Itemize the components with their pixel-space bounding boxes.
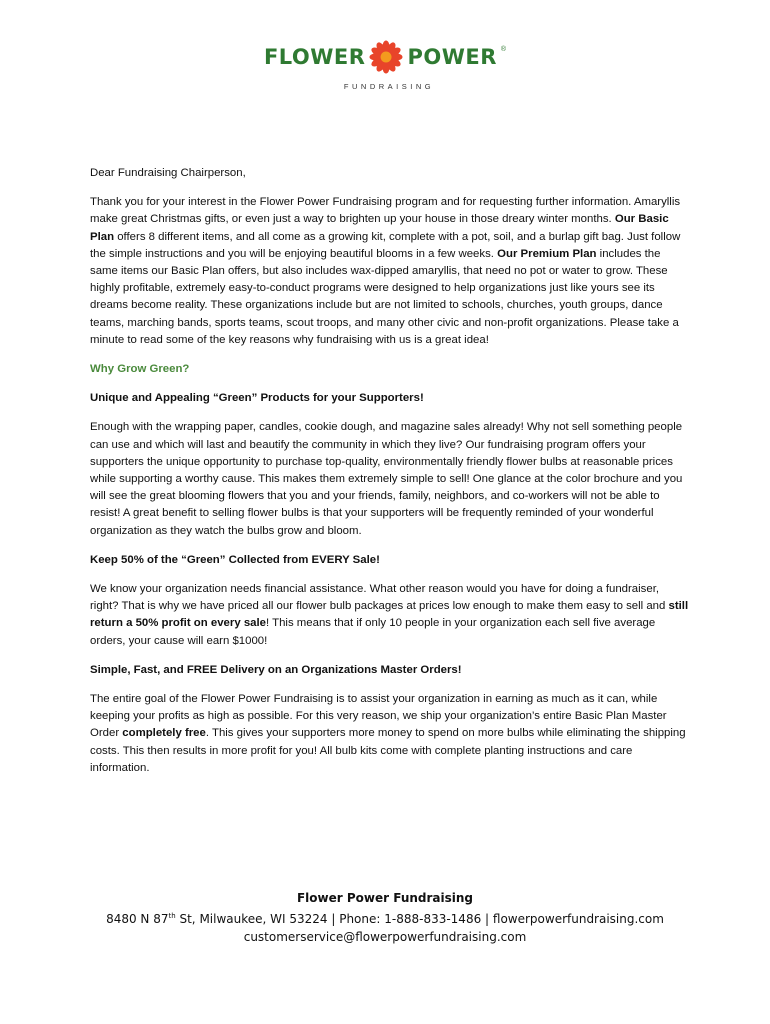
registered-mark: ® [500,46,507,53]
logo-word-power: POWER [407,45,497,69]
keep-50-text-2: ! This means that if only 10 people in your organization each sell five average orders, your cause will earn $1000! [90,617,656,647]
intro-paragraph [90,194,690,349]
intro-text-2: offers 8 different items, and all come as a growing kit, complete with a pot, soil, and a burlap gift bag. Just follow the simple instructions and you will be enjoying beautiful blooms in a few weeks. [90,230,681,260]
logo [0,40,770,91]
footer-org-name: Flower Power Fundraising [296,891,474,905]
why-grow-green-heading: Why Grow Green? [90,363,190,376]
intro-text-1: Thank you for your interest in the Flower Power Fundraising program and for requesting further information. Amaryllis make great Christmas gifts, or even just a way to brighten up your house in those dreary winter months. [90,196,681,226]
salutation: Dear Fundraising Chairperson, [90,167,246,179]
free-delivery-emphasis: completely free [122,727,206,740]
footer-email: customerservice@flowerpowerfundraising.com [243,930,527,944]
keep-50-emphasis: still return a 50% profit on every sale [90,600,689,630]
footer [0,889,770,946]
section-keep-50-body [90,581,690,650]
footer-address-line [0,907,770,928]
free-delivery-text-1: The entire goal of the Flower Power Fundraising is to assist your organization in earning as much as it can, while keeping your profits as high as possible. For this very reason, we ship your organization’s entire Basic Plan Master Order [90,693,667,740]
section-unique-products-body: Enough with the wrapping paper, candles, cookie dough, and magazine sales already! Why not sell something people can use and which will last and beautify the community in which they live? Our fundraising program offers your supporters the unique opportunity to purchase top-quality, environmentally friendly flower bulbs at reasonable prices while supporting a worthy cause. This makes them extremely simple to sell! One glance at the color brochure and you will see the great blooming flowers that you and your friends, family, neighbors, and co-workers will not be able to resist! A great benefit to selling flower bulbs is that your supporters will be frequently reminded of your wonderful organization as they watch the bulbs grow and bloom. [90,421,683,537]
footer-address-rest: St, Milwaukee, WI 53224 | Phone: 1-888-833-1486 | flowerpowerfundraising.com [175,912,664,926]
section-keep-50-heading: Keep 50% of the “Green” Collected from EVERY Sale! [90,553,380,566]
flower-icon [369,40,403,74]
section-free-delivery-heading: Simple, Fast, and FREE Delivery on an Organizations Master Orders! [90,663,462,676]
keep-50-text-1: We know your organization needs financial assistance. What other reason would you have for doing a fundraiser, right? That is why we have priced all our flower bulb packages at prices low enough to make them easy to sell and [90,583,669,613]
basic-plan-emphasis: Our Basic Plan [90,213,669,243]
logo-word-flower: FLOWER [263,45,366,69]
section-unique-products-heading: Unique and Appealing “Green” Products for your Supporters! [90,392,424,405]
letter-body [90,165,690,789]
intro-text-3: includes the same items our Basic Plan offers, but also includes wax-dipped amaryllis, that need no pot or water to grow. These highly profitable, extremely easy-to-conduct programs were designed to help organizations just like yours see its dreams become reality. These organizations include but are not limited to schools, churches, youth groups, dance teams, marching bands, sports teams, scout troops, and many other civic and non-profit organizations. Please take a minute to read some of the key reasons why fundraising with us is a great idea! [90,247,679,346]
logo-subtitle: FUNDRAISING [343,82,435,91]
footer-address-sup: th [168,912,176,920]
section-free-delivery-body [90,691,690,777]
footer-address-prefix: 8480 N 87 [106,912,169,926]
logo-row [264,40,506,74]
premium-plan-emphasis: Our Premium Plan [497,247,597,260]
free-delivery-text-2: . This gives your supporters more money to spend on more bulbs while eliminating the shipping costs. This then results in more profit for you! All bulb kits come with complete planting instructions and care information. [90,727,686,774]
